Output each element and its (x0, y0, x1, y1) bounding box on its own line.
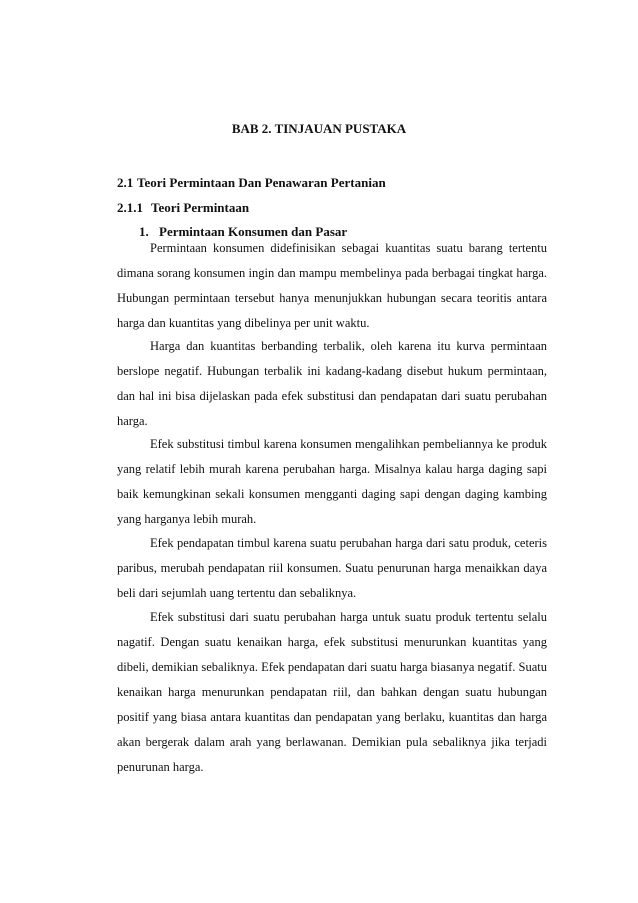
section-title: Teori Permintaan (151, 200, 250, 215)
paragraph-4: Efek pendapatan timbul karena suatu perubahan harga dari satu produk, ceteris paribus, merubah pendapatan riil konsumen. Suatu penurunan harga menaikkan daya beli dari sejumlah uang tertentu dan sebaliknya. (117, 536, 547, 600)
section-heading-2-1 (117, 175, 386, 191)
paragraph-3: Efek substitusi timbul karena konsumen mengalihkan pembeliannya ke produk yang relatif lebih murah karena perubahan harga. Misalnya kalau harga daging sapi baik kemungkinan sekali konsumen mengganti daging sapi dengan daging kambing yang harganya lebih murah. (117, 437, 547, 526)
section-title: Teori Permintaan Dan Penawaran Pertanian (137, 175, 386, 190)
section-number: 2.1.1 (117, 200, 143, 215)
paragraph-5: Efek substitusi dari suatu perubahan harga untuk suatu produk tertentu selalu nagatif. Dengan suatu kenaikan harga, efek substitusi menurunkan kuantitas yang dibeli, demikian sebaliknya. Efek pendapatan dari suatu harga biasanya negatif. Suatu kenaikan harga menurunkan pendapatan riil, dan bahkan dengan suatu hubungan positif yang biasa antara kuantitas dan pendapatan yang berlaku, kuantitas dan harga akan bergerak dalam arah yang berlawanan. Demikian pula sebaliknya jika terjadi penurunan harga. (117, 610, 547, 774)
subsection-title: Permintaan Konsumen dan Pasar (159, 224, 348, 239)
section-heading-2-1-1 (117, 200, 249, 216)
paragraph-2: Harga dan kuantitas berbanding terbalik, oleh karena itu kurva permintaan berslope negatif. Hubungan terbalik ini kadang-kadang disebut hukum permintaan, dan hal ini bisa dijelaskan pada efek substitusi dan pendapatan dari suatu perubahan harga. (117, 339, 547, 428)
section-number: 2.1 (117, 175, 134, 190)
chapter-title: BAB 2. TINJAUAN PUSTAKA (231, 121, 407, 136)
paragraph-1: Permintaan konsumen didefinisikan sebagai kuantitas suatu barang tertentu dimana sorang konsumen ingin dan mampu membelinya pada berbagai tingkat harga. Hubungan permintaan tersebut hanya menunjukkan hubungan secara teoritis antara harga dan kuantitas yang dibelinya per unit waktu. (117, 241, 547, 330)
subsection-number: 1. (139, 224, 149, 239)
